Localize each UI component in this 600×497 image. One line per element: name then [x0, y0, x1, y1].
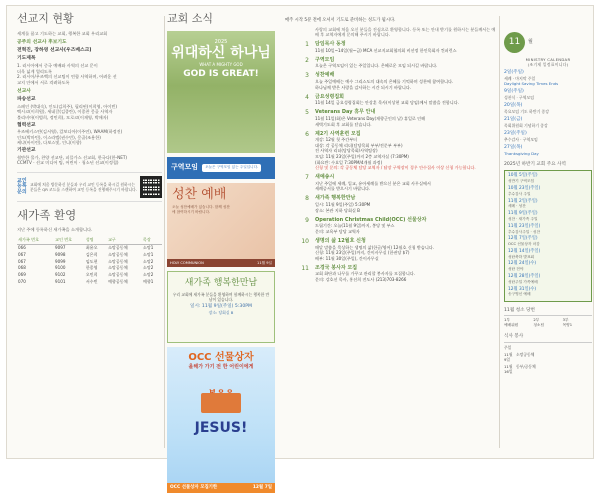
news-body: [315, 265, 497, 283]
schedule-name: 추수감사주일 · 성찬: [508, 229, 541, 234]
table-row: [17, 244, 162, 251]
news-line: 문의: 교육부 담당 교역자: [315, 228, 360, 234]
calendar-sub: (조기제 일정표이니다): [527, 62, 569, 68]
news-item: [285, 131, 497, 171]
schedule-date: 12월 31일(수): [508, 286, 537, 292]
schedule-date: 12월 28일(주일): [508, 274, 541, 280]
schedule-name: 성반기 구역모임: [508, 179, 535, 184]
news-body: [315, 217, 497, 235]
family-cell: 소망공동체: [107, 251, 128, 257]
family-cell: 소망공동체: [107, 265, 128, 271]
mission-line: 1. 러시아에서 중국 예배와 사역의 선교 문이: [17, 62, 98, 68]
table-row: [17, 251, 162, 258]
news-list: [285, 41, 497, 283]
mission-line: 스페인 (박대숙), 인도(김희주), 필리핀(이희영, 아이빈): [17, 103, 118, 109]
cleaning-header: 1부: [504, 318, 510, 323]
news-note: 신청 및 문의: 각 공동체 담당 교역자 / 답장 구역장이 경우 안수집사 이상 신청 가능합니다.: [315, 165, 476, 171]
schedule-name: 추수감사 주일: [508, 191, 531, 196]
occ-jesus: JESUS!: [194, 419, 248, 436]
communion-footer-left: HOLY COMMUNION: [170, 260, 204, 265]
theme-banner: [167, 31, 275, 153]
news-item: [285, 57, 497, 69]
calendar-desc: 추수감사 · 구역모임: [504, 137, 538, 143]
news-line: 교회 화단과 나무를 가꾸고 관리할 봉사자를 모집합니다.: [315, 271, 416, 277]
family-cell: 068: [18, 265, 26, 271]
cleaning-title: 11월 청소 당번: [504, 308, 592, 316]
news-item: [285, 217, 497, 235]
occ-footer: [167, 483, 275, 493]
list-item: [508, 249, 588, 260]
news-column: [285, 12, 497, 286]
list-item: [508, 224, 588, 235]
news-title: 성찬예배: [315, 72, 335, 79]
family-cell: 소망2: [142, 271, 154, 277]
news-line: 새벽기도회 후 교회를 닫습니다.: [315, 121, 372, 127]
mission-title: 선교지 현황: [17, 12, 74, 25]
schedule-name: 세례 · 성찬: [508, 204, 526, 209]
news-line: 하나님께 받은 사랑을 감사하는 시간 되시기 바랍니다.: [315, 84, 412, 90]
list-item: [508, 274, 588, 285]
family-table: [17, 236, 162, 285]
news-body: [315, 109, 497, 127]
calendar-date: 23일(주일): [504, 130, 527, 136]
communion-banner[interactable]: [167, 183, 275, 267]
calendar-entry: [504, 103, 592, 114]
family-cell: 소망1: [142, 251, 154, 257]
calendar-desc: 목회위원회 기념하기 종강: [504, 123, 548, 129]
gift-box-icon: [201, 393, 241, 413]
right-column: [504, 12, 592, 374]
news-line: 대상: 각 공동체 리더(담당목회 부부/전문부 부부): [315, 142, 403, 148]
news-intro: 사랑의 교회에 처음 오신 분들을 진심으로 환영합니다. 등록 또는 안내 받기를 원하시는 분들께서는 예배 후 교역자에게 문의해 주시기 바랍니다.: [315, 26, 496, 38]
family-header-cell: 목장: [142, 236, 162, 244]
family-cell: 예향1: [142, 278, 154, 284]
family-cell: 소망공동체: [107, 271, 128, 277]
family-header-cell: 성명: [85, 236, 107, 244]
family-cell: 소망2: [142, 265, 154, 271]
news-line: 11월 10일~14일(월~금) MCA 선교지교회협의회 비선정 한인목회자 컨퍼런스: [315, 47, 457, 53]
meal-label: 11월 9일: [504, 351, 513, 362]
family-header-cell: 교구: [107, 236, 142, 244]
family-cell: 067: [18, 251, 26, 257]
family-intro: 지난 주에 등록하신 새가족을 소개합니다.: [17, 227, 93, 233]
news-line: 모임: 11월 23일(주일)까지 2층 교역자실 (7:30PM): [315, 153, 409, 159]
cleaning-value: 목양1: [562, 323, 573, 328]
mission-line: 케냐(아이린), 다보스빛, 인니(이향): [17, 140, 82, 146]
communion-sub: 오늘 성찬예배가 있습니다. 함께 성찬에 참여하시기 바랍니다.: [172, 205, 230, 214]
calendar-entry: [504, 131, 592, 142]
schedule-date: 12월 14일(주일): [508, 248, 541, 254]
news-number: 6: [305, 130, 309, 138]
communion-footer: [167, 259, 275, 267]
news-title: 새예송시: [315, 174, 335, 181]
schedule-name: 성찬 · 새가족 주일: [508, 216, 538, 221]
schedule-date: 10월 23일(주일): [508, 186, 541, 191]
family-cell: 소망1: [142, 245, 154, 251]
calendar-note: Daylight Saving Times Ends: [504, 81, 559, 87]
meal-row: [504, 364, 592, 374]
mission-line: 더욱 넓게 열리도록: [17, 68, 53, 74]
news-line: 오늘은 구역모임이 있는 주일입니다. 은혜로운 모임 되시길 바랍니다.: [315, 63, 438, 69]
mission-sections: [17, 40, 162, 166]
schedule-date: 12월 24일(수): [508, 261, 537, 267]
news-item: [285, 109, 497, 127]
family-cell: 소망공동체: [107, 245, 128, 251]
news-line: 드립기간: 오늘(11월 9일)까지, 봉당 및 부스: [315, 223, 395, 229]
occ-banner[interactable]: [167, 347, 275, 493]
news-line: 전 사역자 리더(담당목회/사역팀장): [315, 148, 378, 154]
news-line: 매달 말씀을 묵상하는 생명의 삶(한글/영어) 12월호 신청 받습니다.: [315, 244, 435, 250]
calendar-date: 9일(주일): [504, 88, 524, 94]
meal-row: [504, 352, 592, 362]
cleaning-header: 3부: [562, 318, 569, 323]
calendar-entry: [504, 89, 592, 100]
divider: [499, 16, 500, 448]
family-cell: 예향공동체: [107, 278, 128, 284]
family-cell: 9102: [55, 271, 66, 277]
mission-line: 볼리비아(이범희, 정민희), 모로코(이재영, 박애자): [17, 114, 109, 120]
news-line: 배부: 11월 30일(주일), 간이사무실: [315, 255, 379, 261]
calendar-entry: [504, 145, 592, 156]
mission-section-heading: 공주의 선교사 후보기도: [17, 39, 67, 45]
small-group-banner[interactable]: [167, 157, 275, 179]
list-item: [508, 261, 588, 272]
meal-value: 소망공동체: [516, 351, 535, 357]
calendar-date: 21일(금): [504, 116, 523, 122]
news-item: [285, 174, 497, 192]
schedule-date: 11월 9일(주일): [508, 211, 538, 217]
news-number: 10: [301, 237, 309, 245]
registration-label: 교인 등록 문의: [17, 177, 27, 195]
month-word: 월: [528, 39, 533, 46]
news-body: [315, 131, 497, 171]
meal-label: 11월 16일: [504, 363, 513, 375]
list-item: [508, 199, 588, 210]
occ-sub: 올해가 가기 전 한 어린이에게: [188, 364, 254, 371]
family-cell: 김은희: [85, 251, 98, 257]
news-title: 새가족 행복한만남: [315, 195, 356, 202]
family-cell: 070: [18, 278, 26, 284]
news-body: [315, 57, 497, 69]
calendar-entry: [504, 70, 592, 87]
table-row: [17, 265, 162, 272]
calendar-date: 27일(목): [504, 144, 523, 150]
schedule-date: 10월 5일(주일): [508, 173, 538, 179]
mission-section-heading: 파송선교: [17, 97, 36, 103]
news-title: 생명의 삶 12월호 신청: [315, 237, 366, 244]
cleaning-value: 청소팀: [533, 323, 545, 328]
list-item: [508, 236, 588, 247]
list-item: [508, 287, 588, 298]
news-line: (화요반: 수요일 7:30PM/4개월 과정): [315, 159, 383, 165]
family-cell: 오민희: [85, 271, 98, 277]
newcomer-date: 일시: 11월 9일(주일) 5:30PM: [190, 304, 252, 310]
news-body: [315, 94, 497, 106]
communion-footer-right: 11월 9일: [257, 260, 272, 265]
news-item: [285, 94, 497, 106]
mission-section-heading: 기도제목: [17, 56, 36, 62]
meal-title: 식사 봉사: [504, 334, 592, 342]
family-cell: 9101: [55, 278, 66, 284]
left-column: [17, 12, 162, 285]
news-line: 오늘 주일예배는 예수 그리스도의 대속의 은혜를 기억하며 성찬에 참여합니다.: [315, 79, 454, 85]
table-row: [17, 278, 162, 285]
news-line: 11월 11일(화)은 Veterans Day(재향군인의 날) 휴일로 인해: [315, 116, 426, 122]
meal-row: [504, 345, 592, 350]
mission-line: 쉴만한 물가, 찬양 선교단, 피플가스 선교회, 한국다(한-NET): [17, 154, 128, 160]
family-cell: 임도현: [85, 258, 98, 264]
mission-line: CCMTV · 선교 미디어 팀, 어린이 · 청소년 선교(이정철): [17, 160, 119, 166]
family-cell: 소망2: [142, 258, 154, 264]
communion-title: 성찬 예배: [172, 186, 227, 202]
cleaning-header: 2부: [533, 318, 540, 323]
news-line: 개강: 12월 첫 주간부터: [315, 137, 358, 143]
table-row: [17, 258, 162, 265]
news-number: 9: [305, 216, 309, 224]
mission-line: 교지 안에서 서로 격려하도록: [17, 79, 70, 85]
news-item: [285, 72, 497, 90]
news-line: 문의: 강호선 목사, 홍선희 전도사 (213)703-8266: [315, 276, 407, 282]
newcomer-place: 장소: 당회실 B: [208, 310, 234, 316]
occ-title: OCC 선물상자: [188, 351, 254, 363]
schedule-name: 성탄 전야: [508, 267, 524, 272]
cleaning-grid: [504, 318, 592, 328]
bulletin-page: [6, 5, 594, 490]
family-cell: 9098: [55, 251, 66, 257]
news-item: [285, 195, 497, 213]
schedule-date: 11월 23일(주일): [508, 223, 541, 229]
family-cell: 소망공동체: [107, 258, 128, 264]
mission-section-heading: 전혁진, 장하영 선교사(우즈베스크): [17, 47, 92, 53]
family-cell: 한종영: [85, 265, 98, 271]
calendar-date: 2일(주일): [504, 69, 524, 75]
news-number: 4: [305, 93, 309, 101]
mission-section-heading: 선교사: [17, 88, 31, 94]
news-number: 1: [305, 40, 309, 48]
news-number: 5: [305, 109, 309, 117]
list-item: [508, 186, 588, 197]
meal-label: 주일: [504, 344, 512, 350]
news-title: 담임목사 동정: [315, 40, 346, 47]
news-title: 구역모임: [315, 56, 335, 63]
news-number: 11: [301, 264, 309, 272]
calendar-desc: 성찬식 · 구역모임: [504, 95, 535, 101]
news-body: [315, 174, 497, 192]
divider: [164, 16, 165, 448]
family-title: 새가족 환영: [17, 207, 77, 222]
news-title: 조경국 봉사자 모집: [315, 264, 358, 271]
news-title: Operation Christmas Child(OCC) 선물상자: [315, 216, 427, 223]
mission-line: 인도(박마틴), 이스라엘(권수빈), 몽골(조용한): [17, 134, 101, 140]
theme-korean: 위대하신 하나님: [171, 44, 271, 61]
mission-line: 우즈베키스탄(김서영), 캄보디아(이주연), WAAM(하정진): [17, 129, 123, 135]
news-line: 11월 14일 금요성령집회는 안상훈 목사(이상현 교회 담임)께서 말씀을 전합니다.: [315, 100, 459, 106]
middle-column: [167, 12, 277, 497]
newcomer-banner[interactable]: [167, 271, 275, 343]
family-cell: 066: [18, 245, 26, 251]
theme-sub: WHAT A MIGHTY GOD: [199, 62, 243, 68]
registration-box: [17, 172, 162, 202]
schedule-name: 성탄축하 발표회: [508, 254, 535, 259]
calendar-note: Thanksgiving Day: [504, 150, 539, 156]
news-line: 장소: 본관 지하 당회실 B: [315, 207, 360, 213]
registration-text: 교회에 처음 방문하신 분들과 우리 교인 등록을 하시길 원하시는 분들은 QR 코드를 스캔하여 교인 등록을 진행해주시기 바랍니다.: [30, 181, 137, 192]
meal-list: [504, 345, 592, 375]
month-number: 11: [504, 32, 525, 53]
news-number: 7: [305, 174, 309, 182]
theme-english: GOD IS GREAT!: [183, 68, 259, 79]
list-item: [508, 211, 588, 222]
table-row: [17, 271, 162, 278]
news-line: 지난 주일에 세례, 입교, 유아세례를 받으신 분은 교회 사무실에서: [315, 180, 431, 186]
calendar-events: [504, 70, 592, 156]
schedule-date: 12월 7일(주일): [508, 236, 538, 242]
family-cell: 9097: [55, 245, 66, 251]
news-body: [315, 41, 497, 53]
newcomer-sub: 우리 교회에 새가족 분들을 환영하며 함께하시는 행복한 만남이 있습니다.: [172, 291, 270, 303]
meal-value: [516, 345, 592, 350]
occ-footer-left: OCC 선물상자 모집기한: [170, 484, 218, 490]
news-section-title: 교회 소식: [167, 12, 214, 25]
theme-year: 2025: [214, 38, 228, 45]
schedule-date: 11월 2일(주일): [508, 198, 538, 204]
news-title: 금요성령집회: [315, 93, 344, 100]
news-title: 제2기 사역훈련 모집: [315, 130, 361, 137]
mission-section-heading: 협력선교: [17, 122, 36, 128]
news-title: Veterans Day 휴무 안내: [315, 109, 376, 116]
family-header-cell: 새가족 번호: [17, 236, 54, 244]
schedule-name: 송구영신 예배: [508, 292, 531, 297]
family-cell: 최윤오: [85, 245, 98, 251]
month-header: [504, 32, 592, 53]
list-item: [508, 173, 588, 184]
news-body: [315, 238, 497, 261]
news-item: [285, 238, 497, 261]
news-top: 매주 시작 5분 전에 오셔서 기도로 준비하는 성도가 됩시다.: [285, 18, 396, 23]
family-header-cell: 교인 번호: [54, 236, 85, 244]
meal-value: 동부/공동체: [516, 363, 536, 369]
news-body: [315, 72, 497, 90]
schedule-name: OCC 선물상자 마감: [508, 242, 540, 247]
occ-footer-right: 12월 7일: [252, 484, 272, 490]
calendar-entry: [504, 117, 592, 128]
family-cell: 9100: [55, 265, 66, 271]
schedule-list: [504, 170, 592, 302]
calendar-date: 20일(목): [504, 102, 523, 108]
news-item: [285, 41, 497, 53]
calendar-title: MINISTRY CALENDAR: [525, 57, 571, 62]
news-number: 3: [305, 72, 309, 80]
news-body: [315, 195, 497, 213]
newcomer-title: 새가족 행복한만남: [184, 277, 258, 288]
cleaning-value: 예배위원: [504, 323, 519, 328]
news-number: 8: [305, 195, 309, 203]
mission-intro: 세계를 품고 기도하는 교회, 행복한 교회 우리교회: [17, 30, 108, 36]
schedule-title: 2025년 하반기 교회 주요 사역: [504, 162, 566, 168]
calendar-desc: 세례 · 마지막 주일: [504, 75, 536, 81]
mission-section-heading: 기관선교: [17, 148, 36, 154]
family-cell: 서수빈: [85, 278, 98, 284]
news-line: 일시: 11월 9일(주일) 5:30PM: [315, 202, 371, 208]
family-cell: 9099: [55, 258, 66, 264]
calendar-desc: 목요모임 기도 하반기 종강: [504, 109, 550, 115]
mission-line: 2. 러시아/우즈벡의 선교팀이 연합 사역하며, 어려운 선: [17, 74, 117, 80]
small-group-sub: 오늘은 구역모임 있는 주일입니다.: [202, 164, 261, 172]
family-cell: 067: [18, 258, 26, 264]
news-number: 2: [305, 56, 309, 64]
news-line: 신청: 11월 23일(주일)까지, 간이사무실 (한권당 $7): [315, 250, 410, 256]
news-item: [285, 265, 497, 283]
mission-line: 멕시코(이희원), 세네갈(김종란), 이종찬 몽골 사역자: [17, 109, 113, 115]
news-line: 세례증서를 받으시기 바랍니다.: [315, 186, 371, 192]
schedule-name: 성탄주일 가족예배: [508, 279, 538, 284]
qr-code-icon[interactable]: [140, 176, 162, 198]
small-group-title: 구역모임: [171, 163, 199, 172]
family-cell: 069: [18, 271, 26, 277]
